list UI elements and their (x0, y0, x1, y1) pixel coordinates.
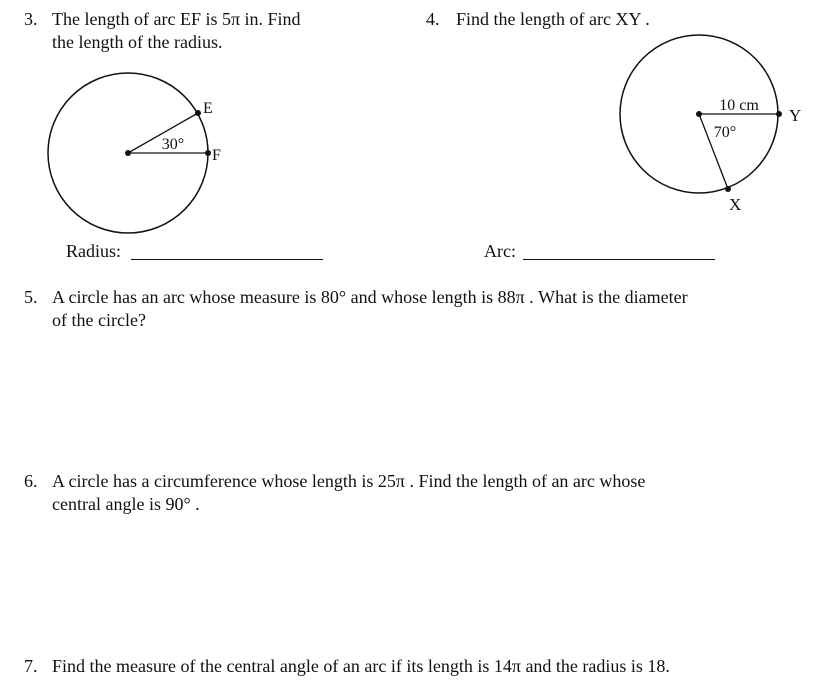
problem-6-text-line2: central angle is 90° . (52, 494, 200, 514)
problem-5-number: 5. (24, 287, 38, 307)
angle-label-70: 70° (713, 124, 737, 141)
radius-answer-blank[interactable] (131, 259, 323, 260)
point-y-label: Y (789, 106, 802, 125)
problem-7-text: Find the measure of the central angle of an arc if its length is 14π and the radius is 18. (52, 656, 670, 676)
problem-4-number: 4. (426, 9, 440, 29)
point-x-dot (725, 186, 731, 192)
point-f-dot (205, 150, 211, 156)
point-x-label: X (729, 195, 742, 214)
arc-answer-label: Arc: (484, 241, 516, 261)
angle-label-30: 30° (161, 136, 185, 153)
point-f-label: F (212, 147, 221, 164)
radius-label-10cm: 10 cm (719, 97, 759, 114)
problem-6-text-line1: A circle has a circumference whose length is 25π . Find the length of an arc whose (52, 471, 646, 491)
problem-3-text-line2: the length of the radius. (52, 32, 223, 52)
problem-7-number: 7. (24, 656, 38, 676)
point-y-dot (776, 111, 782, 117)
point-e-dot (195, 110, 201, 116)
problem-5-text-line2: of the circle? (52, 310, 146, 330)
problem-3-circle-figure (0, 60, 260, 250)
problem-3-text-line1: The length of arc EF is 5π in. Find (52, 9, 301, 29)
arc-answer-blank[interactable] (523, 259, 715, 260)
problem-5-text-line1: A circle has an arc whose measure is 80° and whose length is 88π . What is the diameter (52, 287, 688, 307)
radius-answer-label: Radius: (66, 241, 122, 261)
problem-4-circle-figure (600, 28, 820, 218)
center-point (125, 150, 131, 156)
center-point (696, 111, 702, 117)
problem-3-number: 3. (24, 9, 38, 29)
problem-4-text: Find the length of arc XY . (456, 9, 650, 29)
problem-6-number: 6. (24, 471, 38, 491)
point-e-label: E (203, 100, 213, 117)
